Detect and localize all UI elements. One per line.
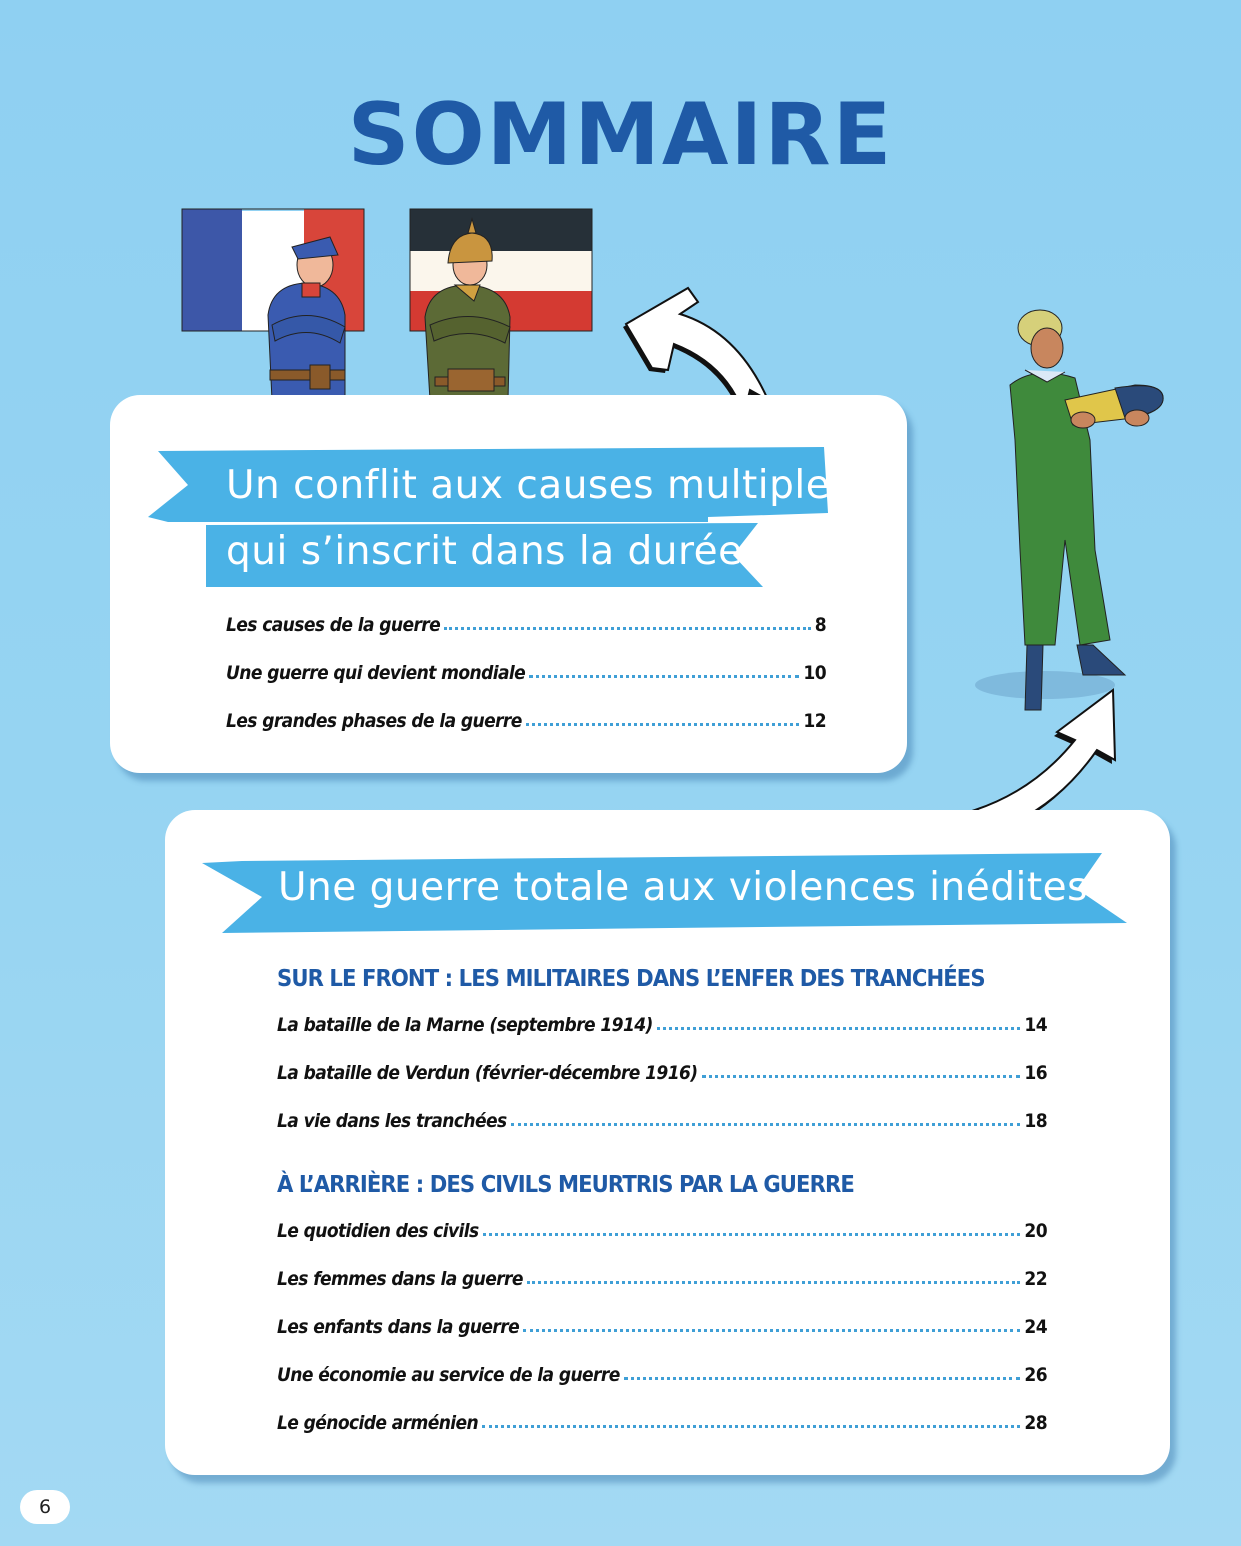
- toc-entry-label: Le génocide arménien: [277, 1412, 479, 1434]
- leader-dots: [702, 1074, 1021, 1078]
- leader-dots: [483, 1232, 1021, 1236]
- part1-title-line2: qui s’inscrit dans la durée: [226, 529, 743, 574]
- leader-dots: [624, 1376, 1021, 1380]
- toc-entry[interactable]: [277, 1110, 1047, 1132]
- toc-entry-label: Les enfants dans la guerre: [277, 1316, 520, 1338]
- page-title: SOMMAIRE: [347, 85, 894, 185]
- part2-title: Une guerre totale aux violences inédites: [278, 865, 1088, 910]
- toc-entry-label: La vie dans les tranchées: [277, 1110, 507, 1132]
- toc-entry[interactable]: [277, 1014, 1047, 1036]
- toc-entry-page: 12: [803, 710, 826, 732]
- toc-entry[interactable]: [226, 710, 826, 732]
- toc-entry-label: Les femmes dans la guerre: [277, 1268, 523, 1290]
- leader-dots: [657, 1026, 1021, 1030]
- toc-entry[interactable]: [277, 1412, 1047, 1434]
- part2-title-ribbon: [202, 853, 1132, 933]
- toc-entry-label: Les causes de la guerre: [226, 614, 441, 636]
- toc-entry-page: 28: [1024, 1412, 1047, 1434]
- leader-dots: [444, 626, 811, 630]
- soldiers-illustration: [180, 205, 600, 400]
- toc-entry[interactable]: [277, 1268, 1047, 1290]
- munitions-worker-illustration: [965, 290, 1175, 720]
- toc-entry-page: 22: [1024, 1268, 1047, 1290]
- part1-title-ribbon: [148, 447, 852, 587]
- toc-entry[interactable]: [277, 1220, 1047, 1242]
- leader-dots: [523, 1328, 1020, 1332]
- toc-entry-page: 24: [1024, 1316, 1047, 1338]
- toc-entry[interactable]: [277, 1062, 1047, 1084]
- toc-entry[interactable]: [226, 662, 826, 684]
- page-number: 6: [20, 1490, 70, 1524]
- toc-entry[interactable]: [277, 1316, 1047, 1338]
- leader-dots: [511, 1122, 1021, 1126]
- toc-entry-label: Le quotidien des civils: [277, 1220, 479, 1242]
- toc-entry-page: 14: [1024, 1014, 1047, 1036]
- section-heading-front: SUR LE FRONT : LES MILITAIRES DANS L’ENFER DES TRANCHÉES: [277, 966, 985, 992]
- toc-entry-label: Une guerre qui devient mondiale: [226, 662, 526, 684]
- toc-entry-label: La bataille de Verdun (février-décembre 1916): [277, 1062, 698, 1084]
- toc-entry[interactable]: [277, 1364, 1047, 1386]
- toc-entry-page: 16: [1024, 1062, 1047, 1084]
- leader-dots: [526, 722, 800, 726]
- toc-entry-page: 26: [1024, 1364, 1047, 1386]
- leader-dots: [482, 1424, 1020, 1428]
- leader-dots: [527, 1280, 1021, 1284]
- toc-entry-page: 18: [1024, 1110, 1047, 1132]
- french-flag-icon: [180, 205, 600, 400]
- section-heading-arriere: À L’ARRIÈRE : DES CIVILS MEURTRIS PAR LA GUERRE: [277, 1172, 854, 1198]
- part1-title-line1: Un conflit aux causes multiples: [226, 463, 852, 508]
- toc-entry-page: 8: [814, 614, 826, 636]
- toc-entry-page: 20: [1024, 1220, 1047, 1242]
- leader-dots: [529, 674, 799, 678]
- toc-entry-label: Les grandes phases de la guerre: [226, 710, 522, 732]
- toc-entry-page: 10: [803, 662, 826, 684]
- toc-entry-label: Une économie au service de la guerre: [277, 1364, 620, 1386]
- toc-entry-label: La bataille de la Marne (septembre 1914): [277, 1014, 653, 1036]
- toc-entry[interactable]: [226, 614, 826, 636]
